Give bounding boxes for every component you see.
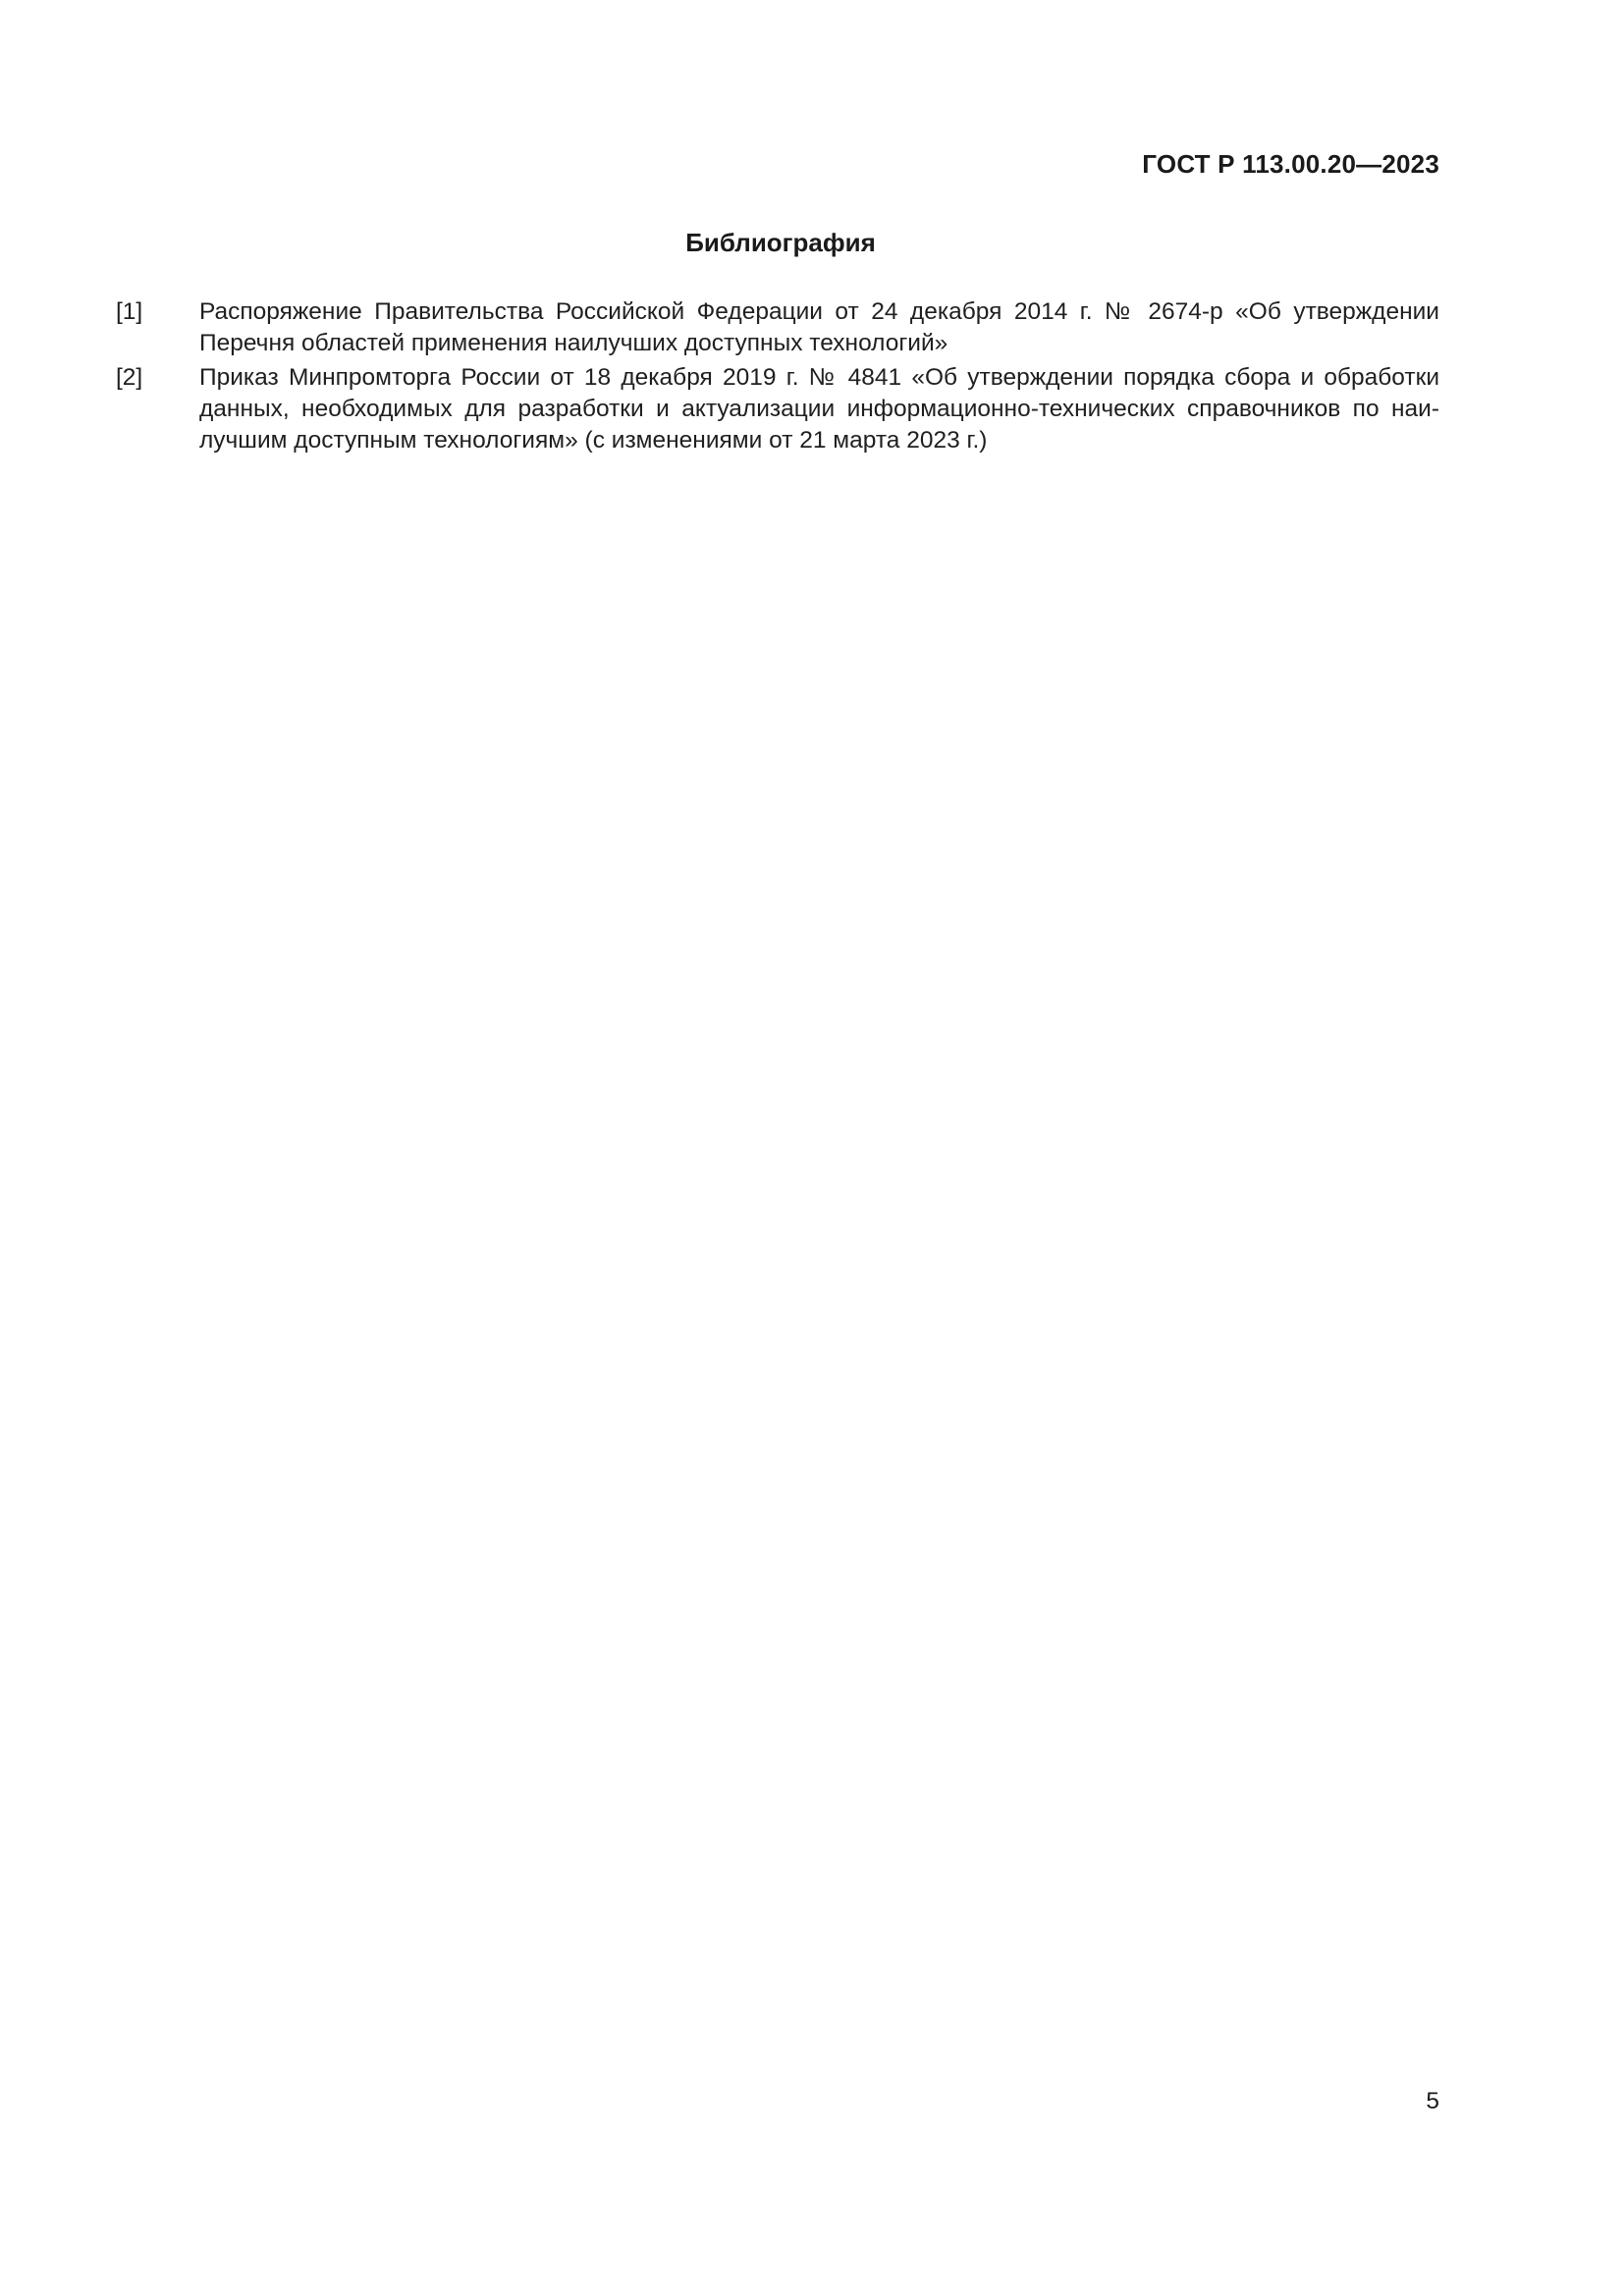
entry-text: Распоряжение Правительства Российской Федерации от 24 декабря 2014 г. № 2674-р «Об утверждении Перечня областей применения наилучших доступных технологий» <box>199 298 1439 356</box>
entry-text: Приказ Минпромторга России от 18 декабря 2019 г. № 4841 «Об утверждении порядка сбора и обработки данных, необходимых для разработки и актуализации информационно-технических справочников по наилучшим доступным технологиям» (с изменениями от 21 марта 2023 г.) <box>199 364 1439 454</box>
bibliography-entry <box>116 362 1439 456</box>
entry-number: [2] <box>116 364 143 391</box>
bibliography-list <box>116 296 1439 459</box>
bibliography-entry <box>116 296 1439 359</box>
section-title: Библиография <box>685 228 876 257</box>
entry-number: [1] <box>116 298 143 325</box>
document-code: ГОСТ Р 113.00.20—2023 <box>1142 149 1439 179</box>
page-number: 5 <box>1426 2088 1439 2114</box>
